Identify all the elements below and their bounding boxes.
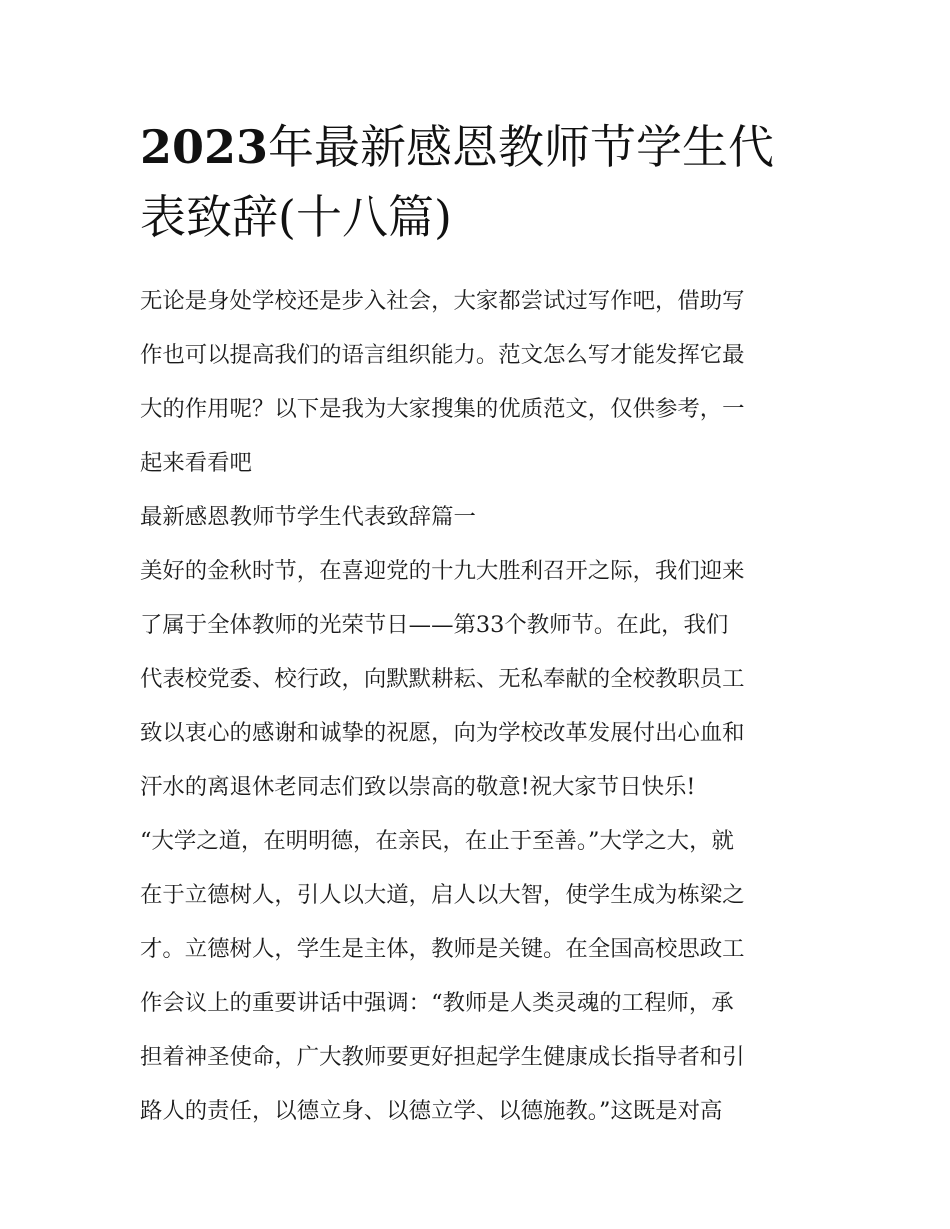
- text-line: 担着神圣使命，广大教师要更好担起学生健康成长指导者和引: [140, 1044, 745, 1070]
- text-line: “大学之道，在明明德，在亲民，在止于至善。”大学之大，就: [140, 828, 734, 854]
- text-line: 路人的责任，以德立身、以德立学、以德施教。”这既是对高: [140, 1098, 723, 1124]
- text-line: 才。立德树人，学生是主体，教师是关键。在全国高校思政工: [140, 936, 745, 962]
- title-line-1-text: 年最新感恩教师节学生代: [268, 120, 775, 174]
- text-line: 无论是身处学校还是步入社会，大家都尝试过写作吧，借助写: [140, 288, 745, 314]
- text-line: 大的作用呢？以下是我为大家搜集的优质范文，仅供参考，一: [140, 396, 745, 422]
- section-heading-text: 最新感恩教师节学生代表致辞篇一: [140, 504, 476, 530]
- title-line-2: 表致辞(十八篇): [140, 190, 452, 244]
- title-line-1: [140, 112, 812, 182]
- section-heading: [140, 490, 812, 544]
- text-line: 作也可以提高我们的语言组织能力。范文怎么写才能发挥它最: [140, 342, 745, 368]
- text-line: 致以衷心的感谢和诚挚的祝愿，向为学校改革发展付出心血和: [140, 720, 745, 746]
- text-line: 代表校党委、校行政，向默默耕耘、无私奉献的全校教职员工: [140, 666, 745, 692]
- text-line: 汗水的离退休老同志们致以崇高的敬意!祝大家节日快乐!: [140, 774, 696, 800]
- text-line: 美好的金秋时节，在喜迎党的十九大胜利召开之际，我们迎来: [140, 558, 745, 584]
- body-paragraph-1: [140, 544, 812, 814]
- text-line: 作会议上的重要讲话中强调：“教师是人类灵魂的工程师，承: [140, 990, 734, 1016]
- text-line: 在于立德树人，引人以大道，启人以大智，使学生成为栋梁之: [140, 882, 745, 908]
- text-line: 了属于全体教师的光荣节日——第33个教师节。在此，我们: [140, 612, 729, 638]
- title-year: 2023: [140, 120, 269, 174]
- body-paragraph-2: [140, 814, 812, 1138]
- text-line: 起来看看吧: [140, 450, 252, 476]
- document-body: [140, 112, 812, 1138]
- intro-paragraph: [140, 274, 812, 490]
- document-title: [140, 112, 812, 252]
